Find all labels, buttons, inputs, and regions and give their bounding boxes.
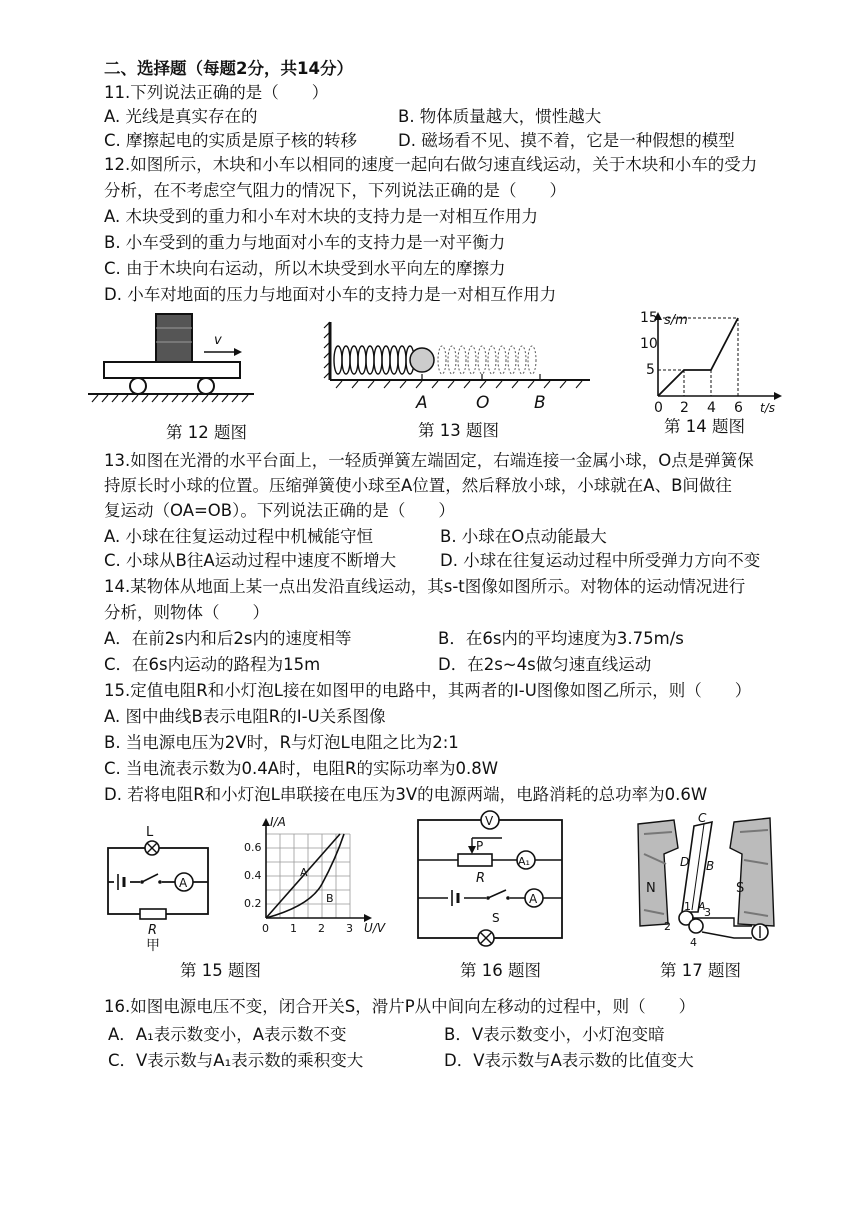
fig16-voltmeter-label: V — [485, 814, 494, 828]
fig15-ytick-0.4: 0.4 — [244, 869, 262, 882]
fig14-xtick-6: 6 — [734, 400, 743, 416]
q16-option-d: D．V表示数与A表示数的比值变大 — [444, 1051, 694, 1070]
section-title: 二、选择题（每题2分，共14分） — [104, 59, 353, 78]
fig12-caption: 第 12 题图 — [166, 423, 247, 442]
q16-option-a: A．A₁表示数变小，A表示数不变 — [108, 1025, 347, 1044]
q14-option-b: B．在6s内的平均速度为3.75m/s — [438, 629, 684, 648]
fig17-magnet-s — [730, 818, 774, 926]
q11-option-a: A. 光线是真实存在的 — [104, 107, 258, 126]
fig15-curve-b-label: B — [326, 892, 334, 905]
q12-option-c: C. 由于木块向右运动，所以木块受到水平向左的摩擦力 — [104, 259, 506, 278]
q15-option-b: B. 当电源电压为2V时，R与灯泡L电阻之比为2:1 — [104, 733, 459, 752]
fig14-xtick-0: 0 — [654, 400, 663, 416]
fig14-y-label: s/m — [664, 313, 688, 328]
fig17-caption: 第 17 题图 — [660, 961, 741, 980]
fig14-x-label: t/s — [760, 401, 775, 415]
fig15-iu-graph — [240, 814, 390, 936]
fig16-rheostat — [458, 854, 492, 866]
q13-stem-line2: 持原长时小球的位置。压缩弹簧使小球至A位置，然后释放小球，小球就在A、B间做往 — [104, 476, 732, 495]
q14-option-a: A．在前2s内和后2s内的速度相等 — [104, 629, 352, 648]
q14-stem-line2: 分析，则物体（ ） — [104, 603, 269, 622]
fig15-ytick-0.2: 0.2 — [244, 897, 262, 910]
fig16-slider-label: P — [476, 839, 484, 853]
fig13-label-b: B — [534, 393, 546, 413]
q13-stem-line1: 13.如图在光滑的水平台面上，一轻质弹簧左端固定，右端连接一金属小球，O点是弹簧保 — [104, 451, 754, 470]
q12-option-a: A. 木块受到的重力和小车对木块的支持力是一对相互作用力 — [104, 207, 538, 226]
fig12-diagram — [86, 308, 256, 408]
q13-stem-line3: 复运动（OA=OB）。下列说法正确的是（ ） — [104, 501, 455, 520]
q13-option-b: B. 小球在O点动能最大 — [440, 527, 607, 546]
q16-option-c: C．V表示数与A₁表示数的乘积变大 — [108, 1051, 364, 1070]
fig16-caption: 第 16 题图 — [460, 961, 541, 980]
q14-option-d: D．在2s~4s做匀速直线运动 — [438, 655, 652, 674]
fig13-ball — [410, 348, 434, 372]
fig15-resistor — [140, 909, 166, 919]
fig14-xtick-2: 2 — [680, 400, 689, 416]
fig15-y-label: I/A — [270, 815, 286, 829]
fig16-ammeter-a-label: A — [529, 892, 538, 906]
fig17-s-label: S — [736, 881, 745, 896]
q14-option-c: C．在6s内运动的路程为15m — [104, 655, 321, 674]
q14-stem-line1: 14.某物体从地面上某一点出发沿直线运动，其s-t图像如图所示。对物体的运动情况进行 — [104, 577, 746, 596]
fig14-xtick-4: 4 — [707, 400, 716, 416]
fig17-diagram — [634, 811, 784, 954]
q11-option-c: C. 摩擦起电的实质是原子核的转移 — [104, 131, 358, 150]
fig14-ytick-10: 10 — [640, 336, 658, 352]
fig17-label-a: A — [698, 900, 706, 913]
fig14-s-t-line — [658, 318, 738, 396]
fig15-xtick-3: 3 — [346, 922, 353, 935]
q15-stem: 15.定值电阻R和小灯泡L接在如图甲的电路中，其两者的I-U图像如图乙所示，则（ ） — [104, 681, 752, 700]
fig12-v-label: v — [214, 333, 222, 348]
q15-option-a: A. 图中曲线B表示电阻R的I-U关系图像 — [104, 707, 386, 726]
fig14-graph — [636, 310, 786, 416]
fig17-label-c: C — [698, 811, 707, 825]
fig15-xtick-0: 0 — [262, 922, 269, 935]
q15-option-d: D. 若将电阻R和小灯泡L串联接在电压为3V的电源两端，电路消耗的总功率为0.6W — [104, 785, 708, 804]
fig16-rheostat-label: R — [476, 871, 486, 886]
q15-option-c: C. 当电流表示数为0.4A时，电阻R的实际功率为0.8W — [104, 759, 499, 778]
fig13-caption: 第 13 题图 — [418, 421, 499, 440]
fig15-jia-label: 甲 — [146, 938, 160, 954]
fig15-circuit — [104, 825, 214, 954]
q13-option-c: C. 小球从B往A运动过程中速度不断增大 — [104, 551, 397, 570]
fig17-label-1: 1 — [684, 900, 691, 913]
fig13-label-a: A — [416, 393, 428, 413]
q11-stem: 11.下列说法正确的是（ ） — [104, 83, 329, 102]
fig15-xtick-1: 1 — [290, 922, 297, 935]
fig17-n-label: N — [646, 881, 656, 896]
fig17-label-d: D — [680, 855, 690, 869]
fig13-diagram — [322, 318, 592, 418]
q12-option-b: B. 小车受到的重力与地面对小车的支持力是一对平衡力 — [104, 233, 506, 252]
q11-option-b: B. 物体质量越大，惯性越大 — [398, 107, 602, 126]
fig17-label-3: 3 — [704, 906, 711, 919]
fig15-lamp-label: L — [146, 825, 154, 840]
fig12-cart — [104, 362, 240, 378]
fig16-switch-label: S — [492, 911, 500, 925]
fig17-ring-2 — [689, 919, 703, 933]
fig15-curve-a-label: A — [300, 866, 308, 879]
fig15-x-label: U/V — [364, 921, 386, 935]
fig13-spring — [334, 346, 414, 374]
q12-stem-line1: 12.如图所示，木块和小车以相同的速度一起向右做匀速直线运动，关于木块和小车的受力 — [104, 155, 758, 174]
fig15-caption: 第 15 题图 — [180, 961, 261, 980]
fig17-label-b: B — [706, 859, 715, 873]
q12-stem-line2: 分析，在不考虑空气阻力的情况下，下列说法正确的是（ ） — [104, 181, 566, 200]
q13-option-d: D. 小球在往复运动过程中所受弹力方向不变 — [440, 551, 761, 570]
fig17-label-4: 4 — [690, 936, 697, 949]
q12-option-d: D. 小车对地面的压力与地面对小车的支持力是一对相互作用力 — [104, 285, 557, 304]
q16-option-b: B．V表示数变小，小灯泡变暗 — [444, 1025, 665, 1044]
fig17-label-2: 2 — [664, 920, 671, 933]
fig13-label-o: O — [476, 393, 490, 413]
q11-option-d: D. 磁场看不见、摸不着，它是一种假想的模型 — [398, 131, 735, 150]
fig15-resistor-label: R — [148, 923, 158, 938]
q13-option-a: A. 小球在往复运动过程中机械能守恒 — [104, 527, 373, 546]
fig15-ytick-0.6: 0.6 — [244, 841, 262, 854]
fig14-ytick-15: 15 — [640, 310, 658, 326]
q16-stem: 16.如图电源电压不变，闭合开关S，滑片P从中间向左移动的过程中，则（ ） — [104, 997, 696, 1016]
fig14-ytick-5: 5 — [646, 362, 655, 378]
fig14-caption: 第 14 题图 — [664, 417, 745, 436]
fig15-ammeter-label: A — [179, 876, 188, 890]
fig12-block — [156, 314, 192, 362]
fig16-circuit — [412, 808, 572, 948]
fig16-ammeter-a1-label: A₁ — [518, 855, 530, 868]
fig15-xtick-2: 2 — [318, 922, 325, 935]
